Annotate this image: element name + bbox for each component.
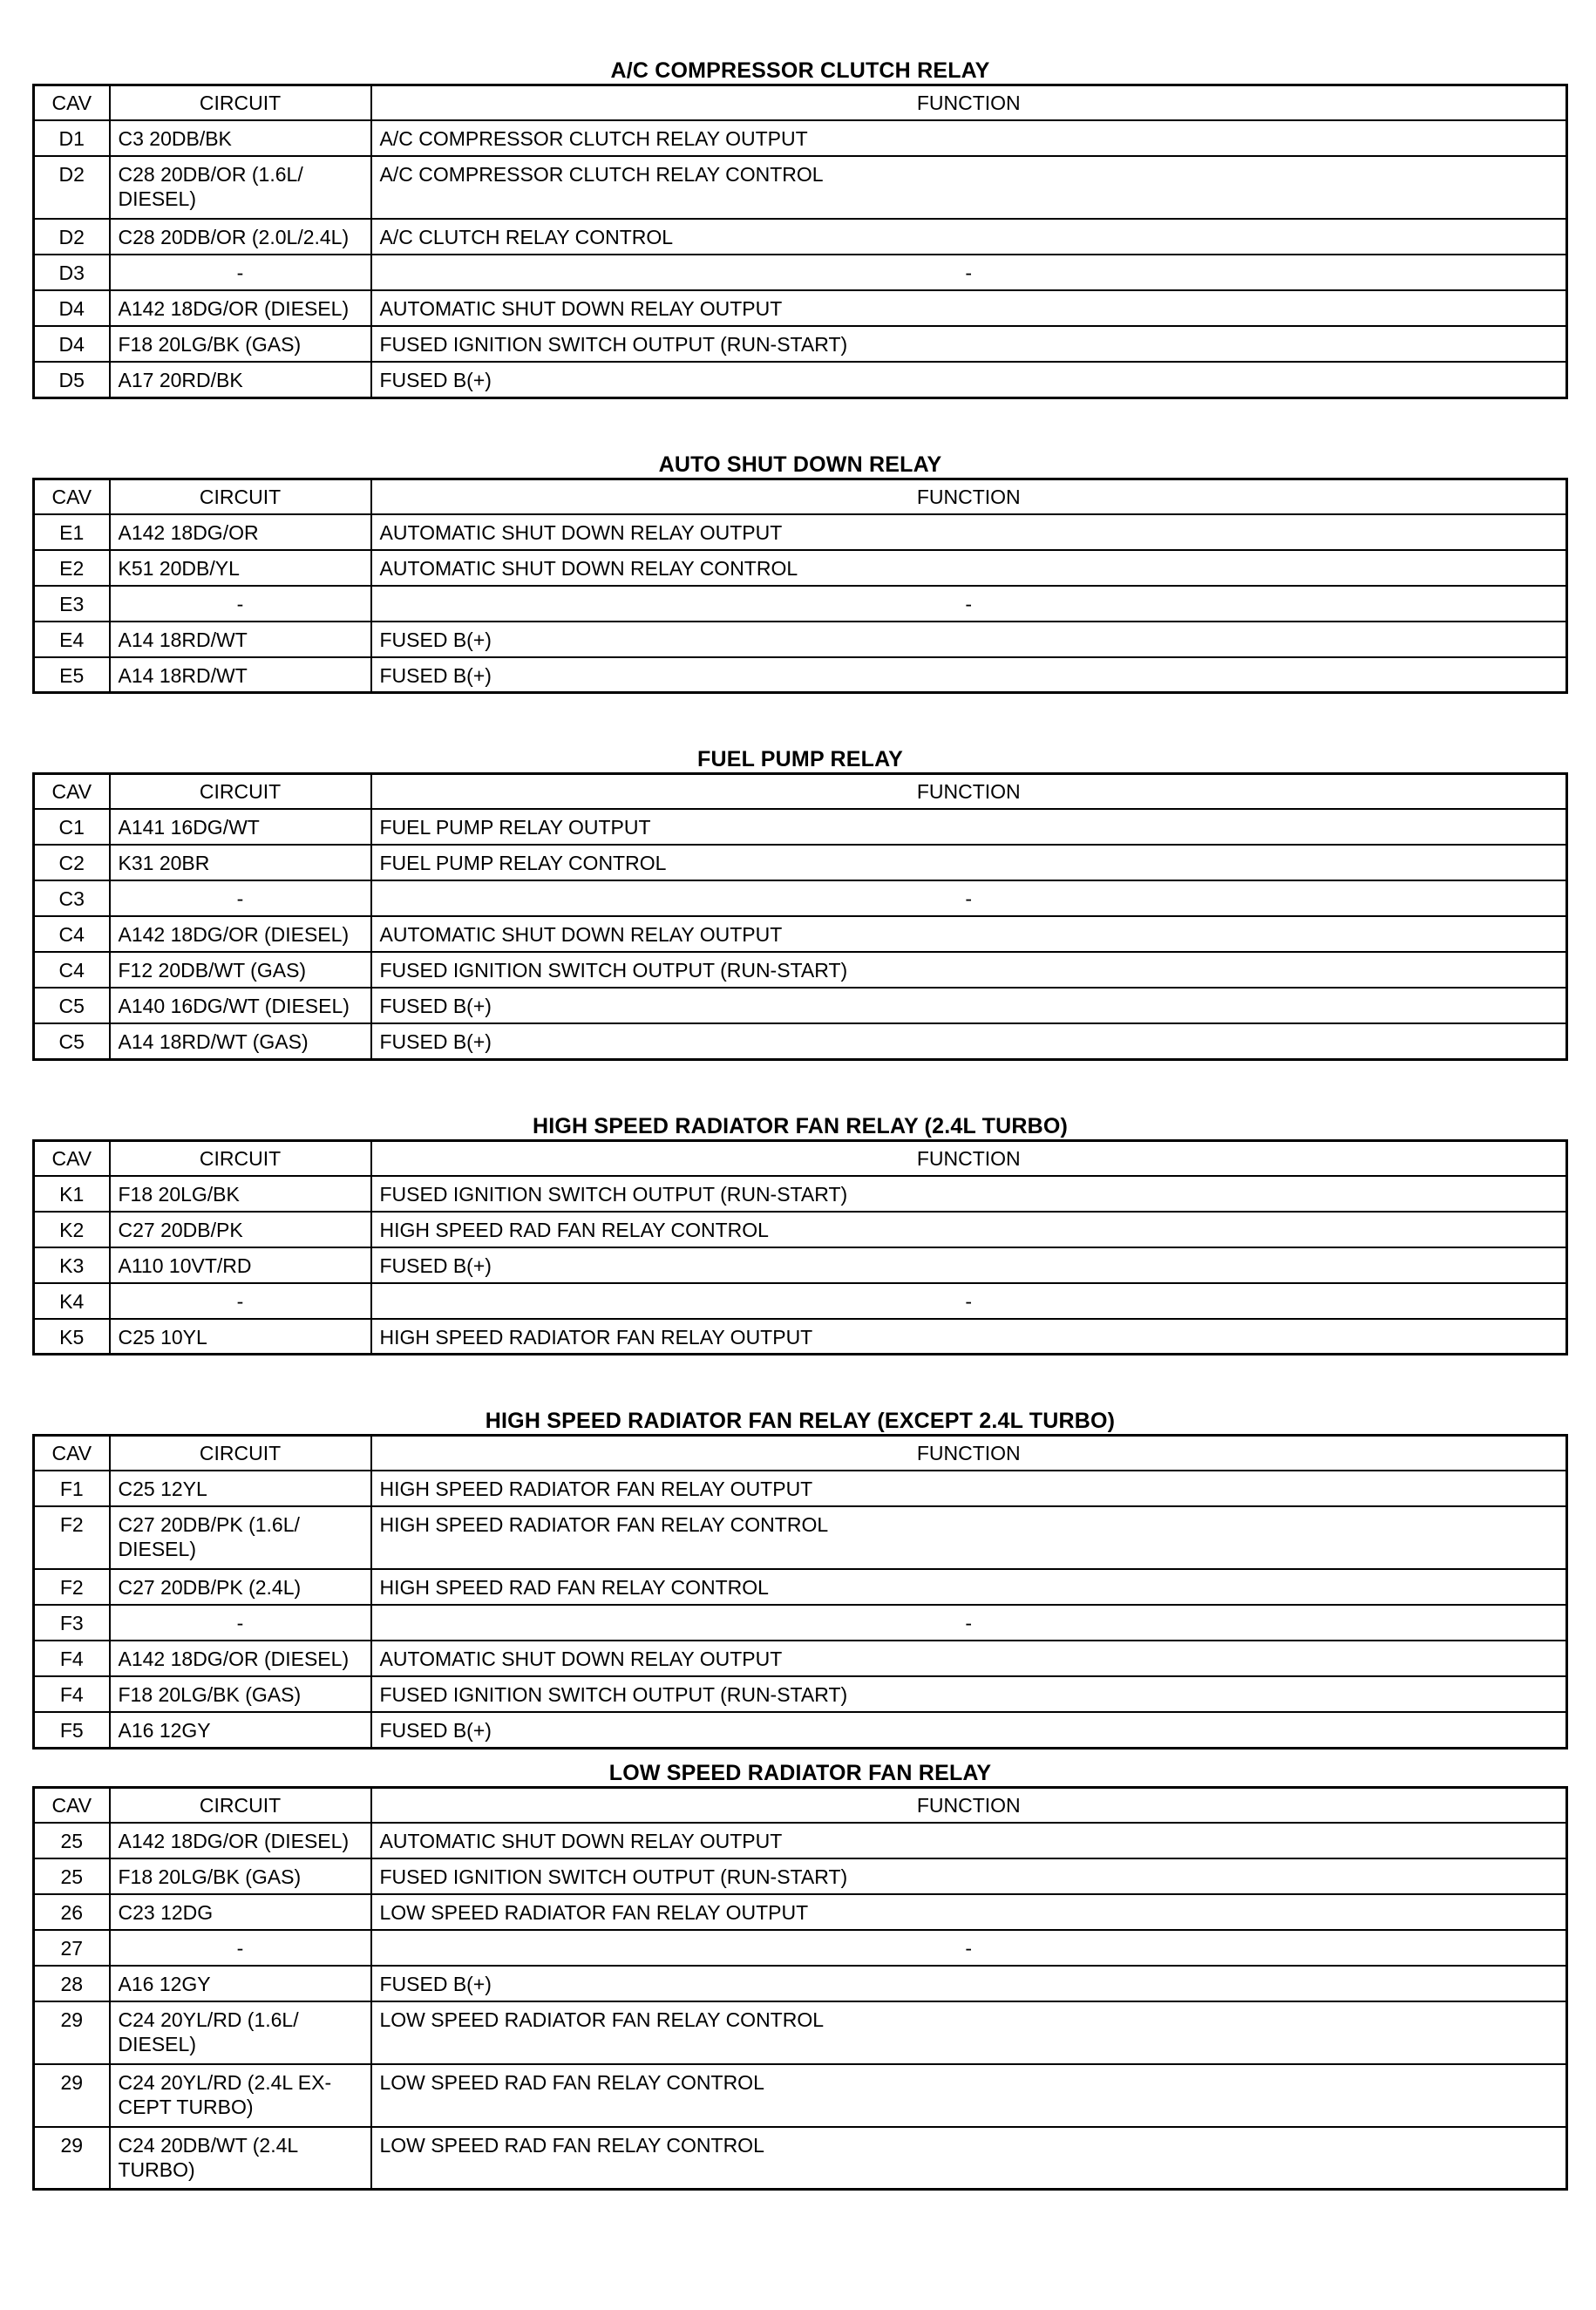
circuit-cell: A16 12GY (110, 1966, 371, 2001)
cav-cell: D5 (34, 362, 110, 397)
circuit-cell: C24 20DB/WT (2.4L TURBO) (110, 2127, 371, 2190)
table-row (34, 219, 1567, 255)
table-row (34, 156, 1567, 219)
function-cell: HIGH SPEED RAD FAN RELAY CONTROL (371, 1569, 1567, 1605)
circuit-cell: C28 20DB/OR (1.6L/ DIESEL) (110, 156, 371, 219)
relay-section (32, 1760, 1568, 2191)
cav-cell: F3 (34, 1605, 110, 1641)
column-header-cav: CAV (34, 1787, 110, 1823)
cav-cell: 29 (34, 2127, 110, 2190)
column-header-circuit: CIRCUIT (110, 774, 371, 810)
cav-cell: 28 (34, 1966, 110, 2001)
function-cell: - (371, 1605, 1567, 1641)
function-cell: HIGH SPEED RADIATOR FAN RELAY OUTPUT (371, 1471, 1567, 1506)
column-header-cav: CAV (34, 85, 110, 121)
relay-section (32, 1113, 1568, 1356)
pinout-table (32, 1139, 1568, 1356)
function-cell: FUEL PUMP RELAY OUTPUT (371, 809, 1567, 845)
cav-cell: E4 (34, 622, 110, 657)
table-row (34, 1823, 1567, 1858)
circuit-cell: F18 20LG/BK (110, 1176, 371, 1212)
column-header-cav: CAV (34, 774, 110, 810)
table-header-row (34, 1436, 1567, 1471)
table-header-row (34, 1787, 1567, 1823)
table-row (34, 1894, 1567, 1930)
table-row (34, 1319, 1567, 1355)
table-row (34, 1212, 1567, 1247)
cav-cell: E2 (34, 550, 110, 586)
column-header-circuit: CIRCUIT (110, 479, 371, 514)
function-cell: LOW SPEED RADIATOR FAN RELAY CONTROL (371, 2001, 1567, 2064)
circuit-cell: - (110, 1930, 371, 1966)
cav-cell: 29 (34, 2064, 110, 2127)
column-header-cav: CAV (34, 1436, 110, 1471)
function-cell: FUSED B(+) (371, 362, 1567, 397)
cav-cell: K5 (34, 1319, 110, 1355)
circuit-cell: K51 20DB/YL (110, 550, 371, 586)
function-cell: FUSED B(+) (371, 1966, 1567, 2001)
function-cell: A/C COMPRESSOR CLUTCH RELAY OUTPUT (371, 120, 1567, 156)
cav-cell: D1 (34, 120, 110, 156)
table-row (34, 1605, 1567, 1641)
column-header-circuit: CIRCUIT (110, 85, 371, 121)
section-title: HIGH SPEED RADIATOR FAN RELAY (EXCEPT 2.4L TURBO) (485, 1409, 1116, 1433)
cav-cell: D3 (34, 255, 110, 290)
cav-cell: 29 (34, 2001, 110, 2064)
column-header-function: FUNCTION (371, 774, 1567, 810)
table-row (34, 988, 1567, 1023)
table-row (34, 1712, 1567, 1748)
table-row (34, 1506, 1567, 1569)
column-header-function: FUNCTION (371, 1436, 1567, 1471)
function-cell: FUSED IGNITION SWITCH OUTPUT (RUN-START) (371, 326, 1567, 362)
cav-cell: K1 (34, 1176, 110, 1212)
cav-cell: D4 (34, 290, 110, 326)
cav-cell: F2 (34, 1506, 110, 1569)
function-cell: AUTOMATIC SHUT DOWN RELAY OUTPUT (371, 1641, 1567, 1676)
pinout-table (32, 772, 1568, 1061)
cav-cell: C3 (34, 880, 110, 916)
table-row (34, 952, 1567, 988)
function-cell: FUSED B(+) (371, 622, 1567, 657)
circuit-cell: - (110, 255, 371, 290)
section-title: A/C COMPRESSOR CLUTCH RELAY (610, 58, 990, 83)
table-header-row (34, 85, 1567, 121)
function-cell: FUSED IGNITION SWITCH OUTPUT (RUN-START) (371, 1676, 1567, 1712)
table-row (34, 120, 1567, 156)
section-spacer (32, 399, 1568, 452)
table-row (34, 657, 1567, 693)
circuit-cell: C27 20DB/PK (2.4L) (110, 1569, 371, 1605)
function-cell: FUSED B(+) (371, 657, 1567, 693)
relay-section (32, 746, 1568, 1061)
table-row (34, 290, 1567, 326)
function-cell: A/C CLUTCH RELAY CONTROL (371, 219, 1567, 255)
function-cell: - (371, 255, 1567, 290)
section-title: AUTO SHUT DOWN RELAY (658, 452, 942, 477)
circuit-cell: - (110, 586, 371, 622)
table-row (34, 1641, 1567, 1676)
table-row (34, 1283, 1567, 1319)
cav-cell: D2 (34, 156, 110, 219)
cav-cell: 26 (34, 1894, 110, 1930)
cav-cell: K4 (34, 1283, 110, 1319)
cav-cell: C1 (34, 809, 110, 845)
relay-section (32, 58, 1568, 399)
function-cell: HIGH SPEED RAD FAN RELAY CONTROL (371, 1212, 1567, 1247)
function-cell: AUTOMATIC SHUT DOWN RELAY OUTPUT (371, 916, 1567, 952)
circuit-cell: C3 20DB/BK (110, 120, 371, 156)
cav-cell: E1 (34, 514, 110, 550)
table-row (34, 550, 1567, 586)
table-row (34, 2064, 1567, 2127)
table-row (34, 255, 1567, 290)
section-title: FUEL PUMP RELAY (697, 747, 903, 771)
function-cell: FUSED B(+) (371, 1247, 1567, 1283)
column-header-cav: CAV (34, 1140, 110, 1176)
table-row (34, 809, 1567, 845)
column-header-circuit: CIRCUIT (110, 1140, 371, 1176)
cav-cell: F1 (34, 1471, 110, 1506)
circuit-cell: A17 20RD/BK (110, 362, 371, 397)
pinout-table (32, 478, 1568, 695)
table-row (34, 845, 1567, 880)
circuit-cell: C24 20YL/RD (2.4L EX- CEPT TURBO) (110, 2064, 371, 2127)
table-row (34, 2127, 1567, 2190)
function-cell: - (371, 586, 1567, 622)
function-cell: FUSED B(+) (371, 1023, 1567, 1059)
table-row (34, 586, 1567, 622)
table-row (34, 1930, 1567, 1966)
function-cell: FUSED IGNITION SWITCH OUTPUT (RUN-START) (371, 952, 1567, 988)
function-cell: HIGH SPEED RADIATOR FAN RELAY OUTPUT (371, 1319, 1567, 1355)
table-row (34, 1966, 1567, 2001)
cav-cell: F5 (34, 1712, 110, 1748)
relay-section (32, 452, 1568, 695)
circuit-cell: A142 18DG/OR (DIESEL) (110, 1641, 371, 1676)
cav-cell: F4 (34, 1676, 110, 1712)
circuit-cell: F18 20LG/BK (GAS) (110, 1676, 371, 1712)
circuit-cell: A142 18DG/OR (DIESEL) (110, 916, 371, 952)
function-cell: HIGH SPEED RADIATOR FAN RELAY CONTROL (371, 1506, 1567, 1569)
cav-cell: 25 (34, 1858, 110, 1894)
cav-cell: D4 (34, 326, 110, 362)
circuit-cell: C23 12DG (110, 1894, 371, 1930)
circuit-cell: A14 18RD/WT (110, 622, 371, 657)
section-spacer (32, 1749, 1568, 1760)
connector-pinout-document (32, 58, 1568, 2191)
cav-cell: C2 (34, 845, 110, 880)
circuit-cell: F18 20LG/BK (GAS) (110, 326, 371, 362)
table-row (34, 2001, 1567, 2064)
circuit-cell: C25 10YL (110, 1319, 371, 1355)
section-title: LOW SPEED RADIATOR FAN RELAY (608, 1760, 992, 1785)
circuit-cell: A142 18DG/OR (DIESEL) (110, 290, 371, 326)
cav-cell: K2 (34, 1212, 110, 1247)
circuit-cell: K31 20BR (110, 845, 371, 880)
function-cell: LOW SPEED RAD FAN RELAY CONTROL (371, 2127, 1567, 2190)
circuit-cell: C25 12YL (110, 1471, 371, 1506)
table-row (34, 1676, 1567, 1712)
function-cell: AUTOMATIC SHUT DOWN RELAY CONTROL (371, 550, 1567, 586)
function-cell: - (371, 1930, 1567, 1966)
function-cell: FUEL PUMP RELAY CONTROL (371, 845, 1567, 880)
section-title: HIGH SPEED RADIATOR FAN RELAY (2.4L TURBO) (532, 1113, 1069, 1138)
section-spacer (32, 1061, 1568, 1113)
section-spacer (32, 694, 1568, 746)
table-row (34, 1858, 1567, 1894)
table-header-row (34, 774, 1567, 810)
circuit-cell: A110 10VT/RD (110, 1247, 371, 1283)
pinout-table (32, 1434, 1568, 1749)
relay-section (32, 1408, 1568, 1749)
circuit-cell: A142 18DG/OR (110, 514, 371, 550)
circuit-cell: - (110, 1605, 371, 1641)
table-row (34, 1569, 1567, 1605)
circuit-cell: A142 18DG/OR (DIESEL) (110, 1823, 371, 1858)
section-spacer (32, 1355, 1568, 1408)
column-header-circuit: CIRCUIT (110, 1787, 371, 1823)
function-cell: FUSED IGNITION SWITCH OUTPUT (RUN-START) (371, 1858, 1567, 1894)
column-header-function: FUNCTION (371, 1787, 1567, 1823)
circuit-cell: A140 16DG/WT (DIESEL) (110, 988, 371, 1023)
column-header-circuit: CIRCUIT (110, 1436, 371, 1471)
pinout-table (32, 1786, 1568, 2191)
circuit-cell: A14 18RD/WT (GAS) (110, 1023, 371, 1059)
function-cell: FUSED IGNITION SWITCH OUTPUT (RUN-START) (371, 1176, 1567, 1212)
cav-cell: D2 (34, 219, 110, 255)
table-row (34, 1247, 1567, 1283)
function-cell: AUTOMATIC SHUT DOWN RELAY OUTPUT (371, 1823, 1567, 1858)
table-row (34, 362, 1567, 397)
column-header-function: FUNCTION (371, 1140, 1567, 1176)
function-cell: - (371, 1283, 1567, 1319)
function-cell: FUSED B(+) (371, 1712, 1567, 1748)
cav-cell: C4 (34, 916, 110, 952)
circuit-cell: - (110, 880, 371, 916)
cav-cell: C5 (34, 1023, 110, 1059)
table-row (34, 514, 1567, 550)
table-header-row (34, 1140, 1567, 1176)
column-header-cav: CAV (34, 479, 110, 514)
cav-cell: E3 (34, 586, 110, 622)
circuit-cell: F12 20DB/WT (GAS) (110, 952, 371, 988)
table-row (34, 622, 1567, 657)
function-cell: AUTOMATIC SHUT DOWN RELAY OUTPUT (371, 290, 1567, 326)
cav-cell: E5 (34, 657, 110, 693)
function-cell: AUTOMATIC SHUT DOWN RELAY OUTPUT (371, 514, 1567, 550)
circuit-cell: C24 20YL/RD (1.6L/ DIESEL) (110, 2001, 371, 2064)
circuit-cell: F18 20LG/BK (GAS) (110, 1858, 371, 1894)
function-cell: - (371, 880, 1567, 916)
table-row (34, 916, 1567, 952)
cav-cell: F4 (34, 1641, 110, 1676)
cav-cell: C5 (34, 988, 110, 1023)
cav-cell: 25 (34, 1823, 110, 1858)
cav-cell: F2 (34, 1569, 110, 1605)
table-row (34, 1023, 1567, 1059)
column-header-function: FUNCTION (371, 479, 1567, 514)
table-row (34, 1176, 1567, 1212)
circuit-cell: A141 16DG/WT (110, 809, 371, 845)
table-row (34, 880, 1567, 916)
table-row (34, 326, 1567, 362)
function-cell: LOW SPEED RAD FAN RELAY CONTROL (371, 2064, 1567, 2127)
pinout-table (32, 84, 1568, 399)
circuit-cell: A16 12GY (110, 1712, 371, 1748)
cav-cell: 27 (34, 1930, 110, 1966)
function-cell: LOW SPEED RADIATOR FAN RELAY OUTPUT (371, 1894, 1567, 1930)
cav-cell: K3 (34, 1247, 110, 1283)
circuit-cell: - (110, 1283, 371, 1319)
cav-cell: C4 (34, 952, 110, 988)
circuit-cell: C27 20DB/PK (110, 1212, 371, 1247)
table-row (34, 1471, 1567, 1506)
column-header-function: FUNCTION (371, 85, 1567, 121)
function-cell: FUSED B(+) (371, 988, 1567, 1023)
table-header-row (34, 479, 1567, 514)
circuit-cell: A14 18RD/WT (110, 657, 371, 693)
function-cell: A/C COMPRESSOR CLUTCH RELAY CONTROL (371, 156, 1567, 219)
circuit-cell: C28 20DB/OR (2.0L/2.4L) (110, 219, 371, 255)
circuit-cell: C27 20DB/PK (1.6L/ DIESEL) (110, 1506, 371, 1569)
